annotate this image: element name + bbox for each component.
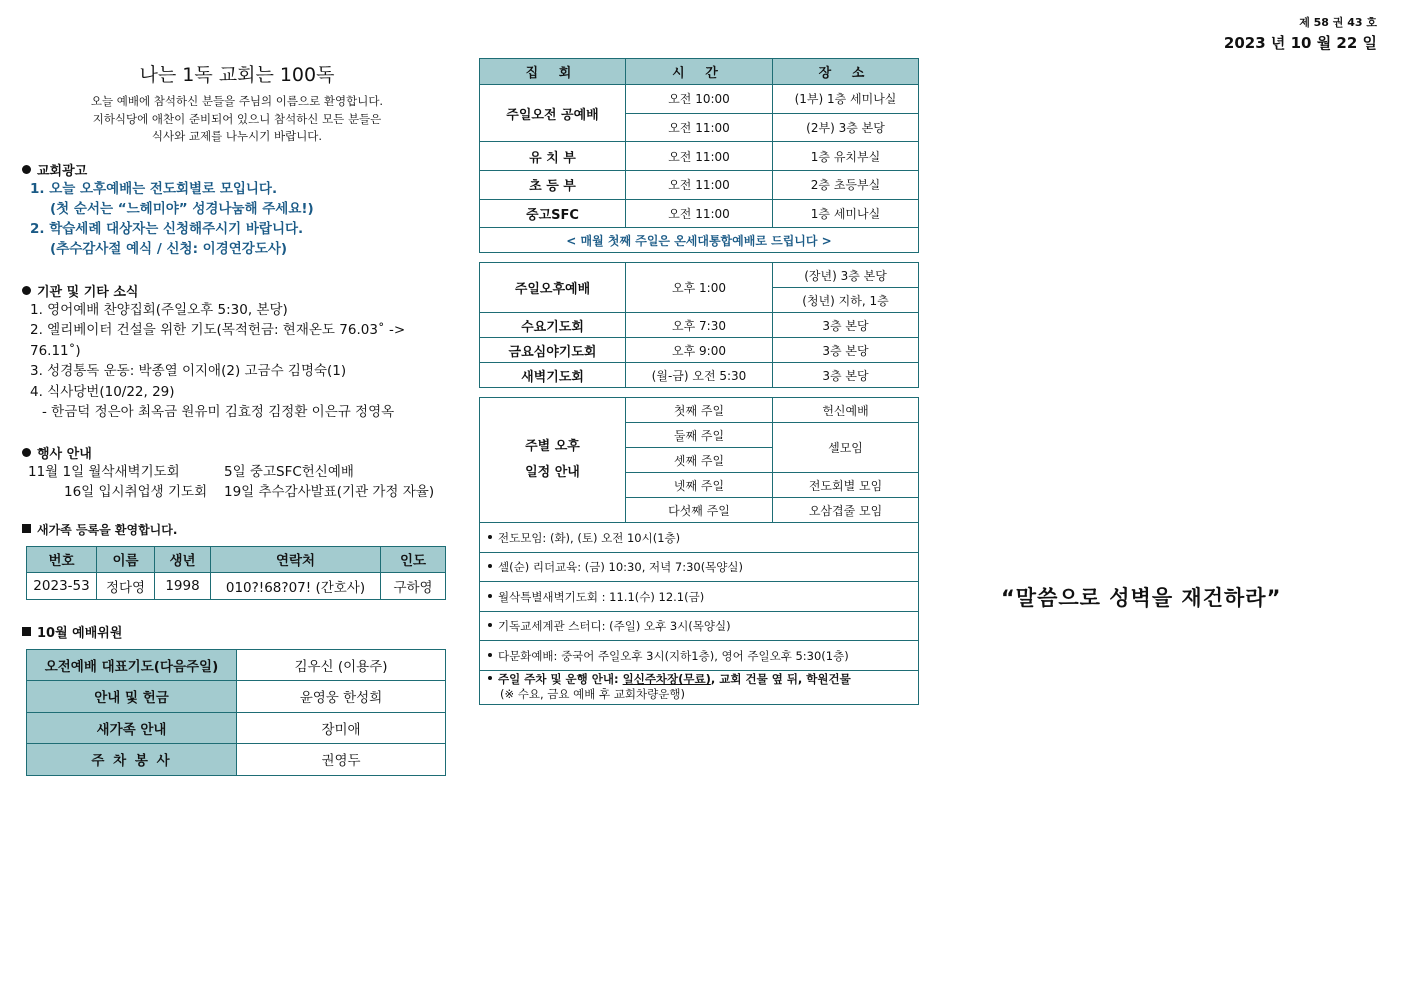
weekday-schedule-table bbox=[479, 262, 919, 388]
square-bullet-icon bbox=[22, 524, 31, 533]
table-row bbox=[27, 712, 446, 744]
info-row bbox=[480, 611, 919, 641]
service-place: (청년) 지하, 1층 bbox=[773, 288, 919, 313]
service-schedule-table bbox=[479, 58, 919, 253]
table-row bbox=[480, 171, 919, 200]
table-row bbox=[480, 398, 919, 423]
table-cell: 010?!68?07! (간호사) bbox=[211, 572, 381, 599]
service-place: 1층 세미나실 bbox=[773, 199, 919, 228]
info-row bbox=[480, 523, 919, 553]
week-cell: 첫째 주일 bbox=[626, 398, 773, 423]
table-header-row bbox=[27, 546, 446, 572]
table-cell: 2023-53 bbox=[27, 572, 97, 599]
ad-line: (추수감사절 예식 / 신청: 이경연강도사) bbox=[50, 240, 288, 257]
service-name: 새벽기도회 bbox=[480, 363, 626, 388]
bullet-icon bbox=[488, 623, 492, 627]
info-cell bbox=[480, 611, 919, 641]
parking-location: , 교회 건물 옆 뒤, 학원건물 bbox=[710, 672, 851, 687]
service-name: 수요기도회 bbox=[480, 313, 626, 338]
column-header: 생년 bbox=[155, 546, 211, 572]
info-cell bbox=[480, 523, 919, 553]
table-row bbox=[480, 228, 919, 253]
service-place: 1층 유치부실 bbox=[773, 142, 919, 171]
table-row bbox=[480, 199, 919, 228]
welcome-line: 지하식당에 애찬이 준비되어 있으니 참석하신 모든 분들은 bbox=[92, 111, 382, 126]
news-line: 3. 성경통독 운동: 박종열 이지애(2) 고금수 김명숙(1) bbox=[30, 363, 347, 379]
section-label: 새가족 등록을 환영합니다. bbox=[37, 522, 178, 537]
service-time: 오후 1:00 bbox=[626, 263, 773, 313]
section-label: 행사 안내 bbox=[37, 446, 92, 462]
parking-lot-name: 일신주차장(무료) bbox=[622, 672, 711, 687]
service-place: 3층 본당 bbox=[773, 338, 919, 363]
table-row bbox=[480, 338, 919, 363]
news-heading bbox=[22, 281, 452, 300]
info-text: 전도모임: (화), (토) 오전 10시(1층) bbox=[498, 530, 681, 545]
week-cell: 둘째 주일 bbox=[626, 423, 773, 448]
service-place: (2부) 3층 본당 bbox=[773, 113, 919, 142]
section-label: 10월 예배위원 bbox=[37, 625, 123, 641]
service-name: 금요심야기도회 bbox=[480, 338, 626, 363]
service-name: 유 치 부 bbox=[480, 142, 626, 171]
role-cell: 주 차 봉 사 bbox=[27, 744, 237, 776]
worship-committee-heading bbox=[22, 622, 452, 641]
column-header: 이름 bbox=[97, 546, 155, 572]
service-time: 오전 11:00 bbox=[626, 199, 773, 228]
bullet-icon bbox=[22, 165, 31, 174]
worship-committee-table bbox=[26, 649, 446, 776]
bullet-icon bbox=[22, 286, 31, 295]
info-text: 다문화예배: 중국어 주일오후 3시(지하1층), 영어 주일오후 5:30(1층) bbox=[498, 648, 849, 663]
welcome-line: 오늘 예배에 참석하신 분들을 주님의 이름으로 환영합니다. bbox=[90, 94, 384, 108]
new-family-heading bbox=[22, 521, 452, 538]
info-row bbox=[480, 641, 919, 671]
parking-note: (※ 수요, 금요 예배 후 교회차량운행) bbox=[500, 687, 685, 702]
table-row bbox=[480, 263, 919, 288]
column-header: 시 간 bbox=[626, 59, 773, 85]
activity-cell: 오삼겹줄 모임 bbox=[773, 498, 919, 523]
news-line: 1. 영어예배 찬양집회(주일오후 5:30, 본당) bbox=[30, 301, 288, 318]
table-cell: 구하영 bbox=[381, 572, 446, 599]
service-place: 2층 초등부실 bbox=[773, 171, 919, 200]
name-cell: 윤영웅 한성희 bbox=[237, 681, 446, 713]
service-name: 중고SFC bbox=[480, 199, 626, 228]
bullet-icon bbox=[488, 594, 492, 598]
column-header: 연락처 bbox=[211, 546, 381, 572]
event-item: 19일 추수감사발표(기관 가정 자율) bbox=[224, 484, 435, 500]
service-place: (장년) 3층 본당 bbox=[773, 263, 919, 288]
news-line: - 한금덕 정은아 최옥금 원유미 김효정 김정환 이은규 정영옥 bbox=[42, 404, 395, 420]
activity-cell: 전도회별 모임 bbox=[773, 473, 919, 498]
activity-cell: 셀모임 bbox=[773, 423, 919, 473]
info-text: 셀(순) 리더교육: (금) 10:30, 저녁 7:30(목양실) bbox=[498, 560, 743, 575]
weekly-title bbox=[480, 398, 626, 523]
right-column bbox=[479, 58, 919, 705]
table-row bbox=[480, 313, 919, 338]
name-cell: 장미애 bbox=[237, 712, 446, 744]
weekly-schedule-table bbox=[479, 397, 919, 705]
info-cell bbox=[480, 582, 919, 612]
section-label: 기관 및 기타 소식 bbox=[37, 284, 139, 300]
parking-label: 주일 주차 및 운행 안내: bbox=[498, 672, 623, 687]
table-row bbox=[480, 85, 919, 114]
square-bullet-icon bbox=[22, 627, 31, 636]
info-cell bbox=[480, 641, 919, 671]
issue-volume: 제 58 권 43 호 bbox=[1299, 16, 1377, 29]
bullet-icon bbox=[488, 653, 492, 657]
table-row bbox=[480, 363, 919, 388]
bullet-icon bbox=[22, 448, 31, 457]
week-cell: 다섯째 주일 bbox=[626, 498, 773, 523]
event-item: 5일 중고SFC헌신예배 bbox=[224, 463, 354, 480]
table-row bbox=[27, 649, 446, 681]
info-row bbox=[480, 670, 919, 704]
info-row bbox=[480, 582, 919, 612]
ad-line: 1. 오늘 오후예배는 전도회별로 모입니다. bbox=[30, 180, 278, 197]
week-cell: 넷째 주일 bbox=[626, 473, 773, 498]
name-cell: 김우신 (이용주) bbox=[237, 649, 446, 681]
table-cell: 1998 bbox=[155, 572, 211, 599]
role-cell: 안내 및 헌금 bbox=[27, 681, 237, 713]
info-text: 월삭특별새벽기도회 : 11.1(수) 12.1(금) bbox=[498, 589, 705, 604]
left-column bbox=[22, 60, 452, 776]
service-time: (월-금) 오전 5:30 bbox=[626, 363, 773, 388]
service-time: 오후 7:30 bbox=[626, 313, 773, 338]
intro-title: 나는 1독 교회는 100독 bbox=[139, 64, 335, 86]
slogan: “말씀으로 성벽을 재건하라” bbox=[1001, 586, 1282, 610]
role-cell: 새가족 안내 bbox=[27, 712, 237, 744]
column-header: 번호 bbox=[27, 546, 97, 572]
events-heading bbox=[22, 443, 452, 462]
column-header: 집 회 bbox=[480, 59, 626, 85]
news-line: 4. 식사당번(10/22, 29) bbox=[30, 383, 175, 400]
table-row bbox=[480, 142, 919, 171]
weekly-title-line: 주별 오후 bbox=[525, 439, 580, 455]
service-name: 주일오전 공예배 bbox=[480, 85, 626, 142]
service-time: 오전 11:00 bbox=[626, 142, 773, 171]
info-row bbox=[480, 552, 919, 582]
week-cell: 셋째 주일 bbox=[626, 448, 773, 473]
service-place: (1부) 1층 세미나실 bbox=[773, 85, 919, 114]
service-time: 오전 10:00 bbox=[626, 85, 773, 114]
section-label: 교회광고 bbox=[37, 163, 88, 179]
bullet-icon bbox=[488, 564, 492, 568]
role-cell: 오전예배 대표기도(다음주일) bbox=[27, 649, 237, 681]
column-header: 장 소 bbox=[773, 59, 919, 85]
bullet-icon bbox=[488, 676, 492, 680]
bullet-icon bbox=[488, 535, 492, 539]
table-header-row bbox=[480, 59, 919, 85]
event-item: 11월 1일 월삭새벽기도회 bbox=[28, 463, 180, 480]
info-text: 기독교세계관 스터디: (주일) 오후 3시(목양실) bbox=[498, 619, 731, 634]
service-name: 초 등 부 bbox=[480, 171, 626, 200]
news-line: 2. 엘리베이터 건설을 위한 기도(목적헌금: 현재온도 76.03˚ -> 76.11˚) bbox=[30, 322, 406, 359]
event-item: 16일 입시취업생 기도회 bbox=[64, 484, 208, 500]
events-list bbox=[22, 462, 452, 503]
service-place: 3층 본당 bbox=[773, 363, 919, 388]
church-ads-heading bbox=[22, 160, 452, 179]
parking-info-cell bbox=[480, 670, 919, 704]
new-family-table bbox=[26, 546, 446, 600]
column-header: 인도 bbox=[381, 546, 446, 572]
ad-line: (첫 순서는 “느헤미야” 성경나눔해 주세요!) bbox=[50, 200, 314, 217]
service-place: 3층 본당 bbox=[773, 313, 919, 338]
table-row bbox=[27, 572, 446, 599]
issue-info bbox=[1224, 14, 1377, 53]
table-row bbox=[27, 744, 446, 776]
service-time: 오전 11:00 bbox=[626, 113, 773, 142]
table-row bbox=[27, 681, 446, 713]
monthly-note: < 매월 첫째 주일은 온세대통합예배로 드립니다 > bbox=[480, 228, 919, 253]
issue-date: 2023 년 10 월 22 일 bbox=[1223, 34, 1377, 52]
ad-line: 2. 학습세례 대상자는 신청해주시기 바랍니다. bbox=[30, 220, 304, 237]
service-time: 오전 11:00 bbox=[626, 171, 773, 200]
welcome-line: 식사와 교제를 나누시기 바랍니다. bbox=[151, 129, 323, 143]
info-cell bbox=[480, 552, 919, 582]
weekly-title-line: 일정 안내 bbox=[525, 465, 580, 481]
service-name: 주일오후예배 bbox=[480, 263, 626, 313]
welcome-message bbox=[22, 93, 452, 146]
service-time: 오후 9:00 bbox=[626, 338, 773, 363]
table-cell: 정다영 bbox=[97, 572, 155, 599]
name-cell: 권영두 bbox=[237, 744, 446, 776]
activity-cell: 헌신예배 bbox=[773, 398, 919, 423]
